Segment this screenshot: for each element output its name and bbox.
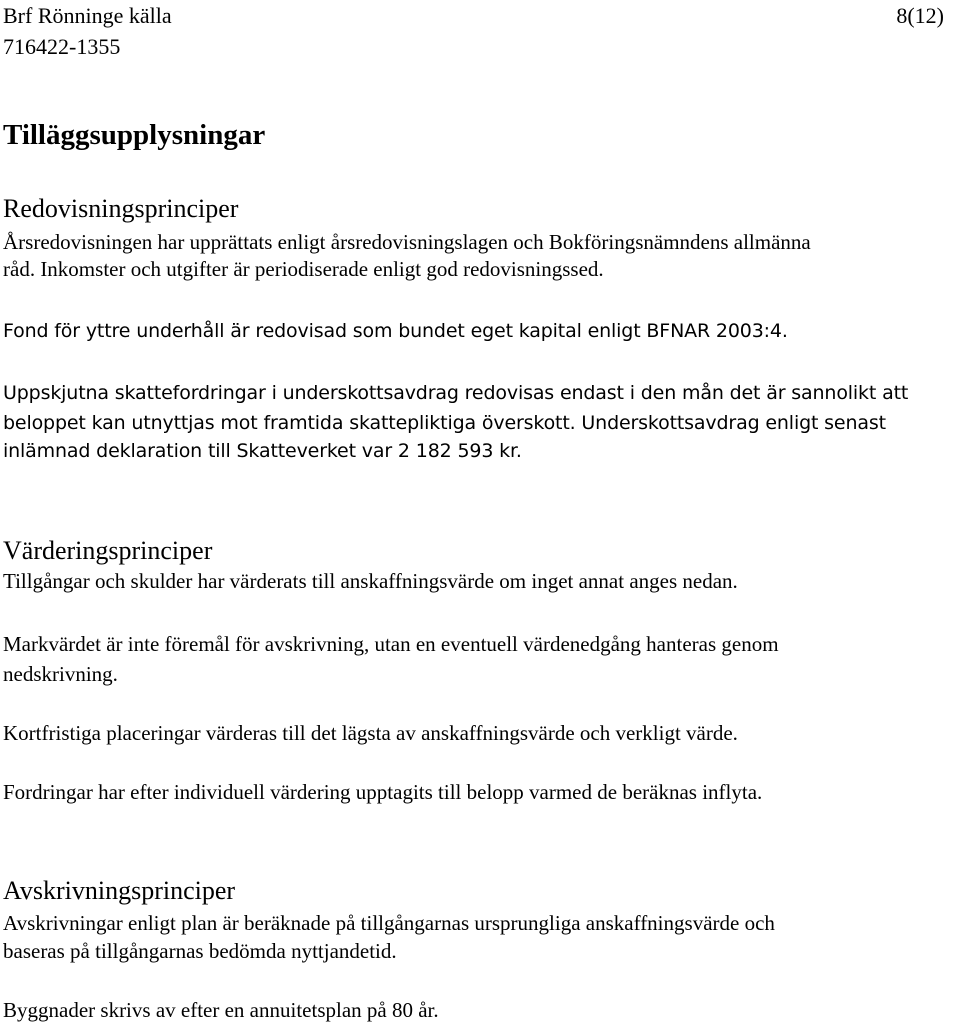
paragraph-kortfristiga: Kortfristiga placeringar värderas till det lägsta av anskaffningsvärde och verkligt värde.	[3, 721, 738, 745]
section-heading-redovisningsprinciper: Redovisningsprinciper	[3, 194, 239, 223]
paragraph-line: råd. Inkomster och utgifter är periodiserade enligt god redovisningssed.	[3, 257, 604, 281]
section-heading-varderingsprinciper: Värderingsprinciper	[3, 536, 213, 565]
paragraph-line: Årsredovisningen har upprättats enligt årsredovisningslagen och Bokföringsnämndens allmänna	[3, 230, 811, 254]
page-number: 8(12)	[896, 3, 944, 28]
paragraph-tillgangar: Tillgångar och skulder har värderats till anskaffningsvärde om inget annat anges nedan.	[3, 569, 738, 593]
paragraph-line: nedskrivning.	[3, 662, 118, 686]
paragraph-line: Avskrivningar enligt plan är beräknade på tillgångarnas ursprungliga anskaffningsvärde och	[3, 911, 775, 935]
paragraph-line: baseras på tillgångarnas bedömda nyttjandetid.	[3, 939, 397, 963]
paragraph-line: beloppet kan utnyttjas mot framtida skattepliktiga överskott. Underskottsavdrag enligt senast	[3, 412, 886, 434]
paragraph-line: inlämnad deklaration till Skatteverket var 2 182 593 kr.	[3, 440, 522, 462]
org-name: Brf Rönninge källa	[3, 3, 172, 28]
paragraph-line: Markvärdet är inte föremål för avskrivning, utan en eventuell värdenedgång hanteras genom	[3, 632, 779, 656]
section-heading-avskrivningsprinciper: Avskrivningsprinciper	[3, 876, 236, 905]
org-number: 716422-1355	[3, 34, 121, 59]
paragraph-byggnader: Byggnader skrivs av efter en annuitetsplan på 80 år.	[3, 998, 439, 1022]
paragraph-line: Uppskjutna skattefordringar i underskottsavdrag redovisas endast i den mån det är sannolikt att	[3, 382, 909, 404]
paragraph-fond: Fond för yttre underhåll är redovisad som bundet eget kapital enligt BFNAR 2003:4.	[3, 320, 788, 342]
page-title: Tilläggsupplysningar	[3, 119, 266, 151]
paragraph-fordringar: Fordringar har efter individuell värdering upptagits till belopp varmed de beräknas inflyta.	[3, 780, 763, 804]
